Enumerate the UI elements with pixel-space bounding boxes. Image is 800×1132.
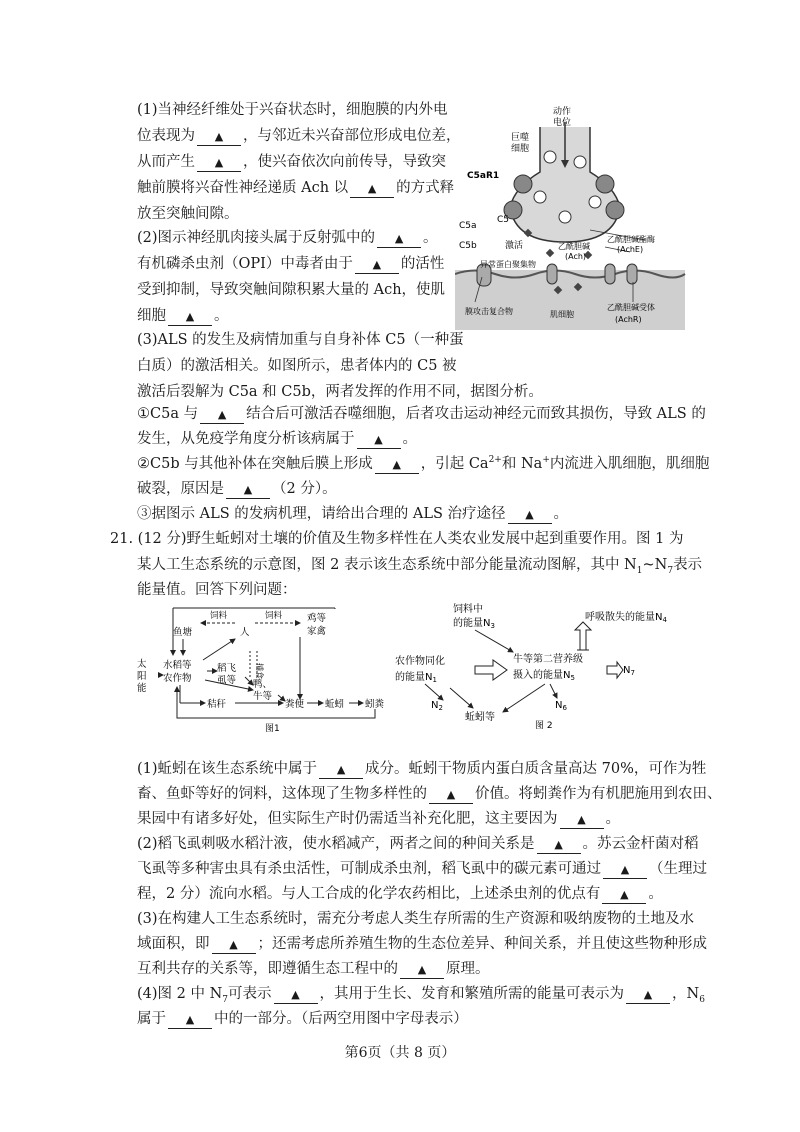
ach-receptor	[605, 264, 615, 284]
figure-caption: 图 2	[535, 721, 553, 730]
text-line: ③据图示 ALS 的发病机理，请给出合理的 ALS 治疗途径 ▲ 。	[137, 506, 569, 522]
text-line: 互利共存的关系等，即遵循生态工程中的 ▲ 原理。	[137, 961, 490, 977]
text-line: 从而产生 ▲ ，使兴奋依次向前传导，导致突	[137, 154, 446, 170]
label-ach: (Ach)	[565, 252, 587, 261]
text-line: ②C5b 与其他补体在突触后膜上形成 ▲ ，引起 $Ca^{2+}$和 Na+内流进入肌细胞，肌细胞	[137, 455, 710, 472]
node-sun: 太	[137, 659, 147, 670]
text-line: ①C5a 与 ▲ 结合后可激活吞噬细胞，后者攻击运动神经元而致其损伤，导致 ALS 的	[137, 406, 706, 422]
label-c5b: C5b	[459, 241, 477, 251]
node-crop-assim: 农作物同化	[395, 656, 445, 667]
node-earthworm: 蚯蚓等	[465, 712, 495, 723]
text-line: 程，2 分）流向水稻。与人工合成的化学农药相比，上述杀虫剂的优点有 ▲ 。	[137, 886, 663, 902]
text-line: 细胞 ▲ 。	[137, 308, 229, 324]
node-earthworm: 蚯蚓	[325, 699, 345, 710]
text-line: 受到抑制，导致突触间隙积累大量的 Ach，使肌	[137, 282, 446, 298]
node-sun: 阳	[137, 671, 147, 682]
node-straw: 秸秆	[207, 699, 227, 710]
macrophage-icon	[606, 201, 624, 219]
svg-text:的能量N3: 的能量$N_3$	[453, 618, 495, 630]
edge-label-feed: 饲料	[265, 611, 283, 621]
node-duck-cattle: 牛等	[253, 691, 273, 702]
label-c5: C5	[497, 215, 510, 225]
ecosystem-figure-1	[135, 605, 395, 735]
node-planthopper: 虱等	[217, 675, 237, 686]
svg-text:N6: $N_6$	[555, 700, 567, 712]
figure-caption: 图1	[265, 724, 280, 734]
node-rice: 水稻等	[163, 660, 192, 671]
text-line: 飞虱等多种害虫具有杀虫活性，可制成杀虫剂，稻飞虱中的碳元素可通过 ▲ （生理过	[137, 861, 707, 877]
text-line: 能量值。回答下列问题：	[137, 582, 297, 598]
svg-text:呼吸散失的能量N4: 呼吸散失的能量$N_4$	[585, 612, 667, 624]
node-poultry: 家禽	[307, 626, 327, 637]
node-human: 人	[240, 627, 250, 638]
text-line: (2)稻飞虱刺吸水稻汁液，使水稻减产，两者之间的种间关系是 ▲ 。苏云金杆菌对稻	[137, 836, 699, 852]
label-action-potential: 电位	[553, 118, 572, 128]
label-ache: (AchE)	[617, 245, 644, 254]
node-duck-cattle: 鸭、	[253, 679, 273, 690]
label-achr: (AchR)	[615, 315, 642, 324]
node-rice: 农作物	[163, 673, 192, 684]
text-line: 21. (12 分)野生蚯蚓对土壤的价值及生物多样性在人类农业发展中起到重要作用。图 1 为	[110, 531, 684, 547]
node-feed: 饲料中	[453, 604, 483, 615]
text-line: 触前膜将兴奋性神经递质 Ach 以 ▲ 的方式释	[137, 180, 455, 196]
label-macrophage: 巨噬	[511, 133, 530, 143]
text-line: 放至突触间隙。	[137, 206, 239, 222]
text-line: 破裂，原因是 ▲ （2 分）。	[137, 481, 337, 497]
text-line: 白质）的激活相关。如图所示，患者体内的 C5 被	[137, 358, 457, 374]
label-muscle-cell: 肌细胞	[550, 310, 574, 319]
text-line: 域面积，即 ▲ ；还需考虑所养殖生物的生态位差异、种间关系，并且使这些物种形成	[137, 936, 707, 952]
energy-flow-figure-2	[395, 600, 695, 730]
edge-label-feed: 饲料	[210, 611, 228, 621]
text-line: (4)图 2 中 $N_7$可表示 ▲ ，其用于生长、发育和繁殖所需的能量可表示为 ▲ ，$N_6$	[137, 986, 705, 1005]
text-line: 某人工生态系统的示意图，图 2 表示该生态系统中部分能量流动图解，其中 $N_1\sim N_7$表示	[137, 557, 703, 576]
node-secondary: 牛等第二营养级	[513, 654, 583, 665]
label-action-potential: 动作	[553, 107, 572, 117]
label-macrophage: 细胞	[511, 144, 530, 154]
text-line: 畜、鱼虾等好的饲料，这体现了生物多样性的 ▲ 价值。将蚓粪作为有机肥施用到农田、	[137, 786, 722, 802]
label-aggregate: 异常蛋白聚集物	[480, 260, 536, 269]
node-manure: 粪便	[285, 699, 305, 710]
node-planthopper: 稻飞	[217, 663, 237, 674]
text-line: (3)ALS 的发生及病情加重与自身补体 C5（一种蛋	[137, 332, 464, 348]
svg-text:的能量N1: 的能量$N_1$	[395, 672, 437, 684]
text-line: 位表现为 ▲ ，与邻近未兴奋部位形成电位差，	[137, 128, 461, 144]
text-line: (1)当神经纤维处于兴奋状态时，细胞膜的内外电	[137, 102, 448, 118]
edge-label-predation: 捕食	[255, 663, 264, 679]
text-line: 属于 ▲ 中的一部分。（后两空用图中字母表示）	[137, 1011, 468, 1027]
text-line: (3)在构建人工生态系统时，需充分考虑人类生存所需的生产资源和吸纳废物的土地及水	[137, 911, 695, 927]
neuromuscular-junction-figure	[455, 102, 690, 332]
node-fish-pond: 鱼塘	[173, 627, 193, 638]
label-ache: 乙酰胆碱酯酶	[607, 235, 655, 244]
text-line: 激活后裂解为 C5a 和 C5b，两者发挥的作用不同，据图分析。	[137, 384, 543, 400]
label-achr: 乙酰胆碱受体	[607, 303, 655, 312]
page-footer: 第6页（共 8 页）	[344, 1045, 456, 1061]
label-c5ar1: C5aR1	[467, 171, 500, 181]
text-line: (2)图示神经肌肉接头属于反射弧中的 ▲ 。	[137, 230, 438, 246]
label-activate: 激活	[505, 241, 524, 251]
macrophage-icon	[514, 175, 532, 193]
svg-text:N7: $N_7$	[623, 665, 635, 677]
macrophage-icon	[596, 175, 614, 193]
text-line: 果园中有诸多好处，但实际生产时仍需适当补充化肥，这主要因为 ▲ 。	[137, 811, 620, 827]
label-mac: 膜攻击复合物	[465, 307, 513, 316]
svg-text:摄入的能量N5: 摄入的能量$N_5$	[513, 670, 575, 682]
node-worm-cast: 蚓粪	[365, 699, 385, 710]
text-line: 有机磷杀虫剂（OPI）中毒者由于 ▲ 的活性	[137, 256, 445, 272]
text-line: (1)蚯蚓在该生态系统中属于 ▲ 成分。蚯蚓干物质内蛋白质含量高达 70%，可作为牲	[137, 761, 707, 777]
node-sun: 能	[137, 683, 147, 694]
label-ach: 乙酰胆碱	[558, 242, 590, 251]
text-line: 发生，从免疫学角度分析该病属于 ▲ 。	[137, 431, 417, 447]
node-poultry: 鸡等	[307, 613, 327, 624]
svg-text:N2: $N_2$	[431, 700, 443, 712]
label-c5a: C5a	[459, 221, 477, 231]
